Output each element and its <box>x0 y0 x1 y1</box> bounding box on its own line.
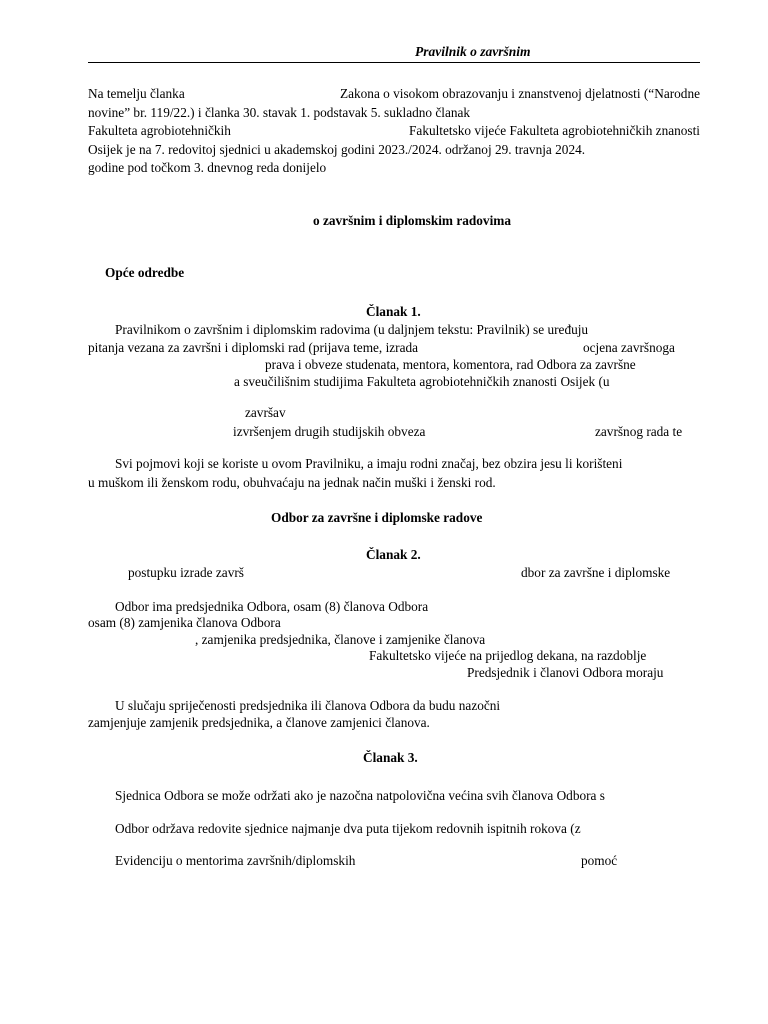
running-header: Pravilnik o završnim <box>415 44 531 59</box>
article-1-line-5: završav <box>245 405 286 420</box>
article-2-p2-line-5: Predsjednik i članovi Odbora moraju <box>467 665 664 680</box>
article-3-heading: Članak 3. <box>363 750 418 765</box>
preamble-line-2: novine” br. 119/22.) i članka 30. stavak 1. podstavak 5. sukladno članak <box>88 104 471 120</box>
article-1-p2-line-2: u muškom ili ženskom rodu, obuhvaćaju na jednak način muški i ženski rod. <box>88 474 496 490</box>
article-2-p2-line-3: , zamjenika predsjednika, članove i zamjenike članova <box>195 632 486 647</box>
article-2-line-1b: dbor za završne i diplomske <box>521 565 671 580</box>
preamble-line-3: Fakulteta agrobiotehničkih Fakultetsko vijeće Fakulteta agrobiotehničkih znanosti <box>88 123 700 138</box>
section-heading-board: Odbor za završne i diplomske radove <box>271 510 483 525</box>
section-heading-general: Opće odredbe <box>105 265 185 280</box>
preamble-line-5: godine pod točkom 3. dnevnog reda donijelo <box>88 160 327 175</box>
header-rule <box>88 62 700 63</box>
article-2-heading: Članak 2. <box>366 547 421 562</box>
preamble-line-4: Osijek je na 7. redovitoj sjednici u akademskoj godini 2023./2024. održanoj 29. travnja 2024. <box>88 141 586 157</box>
article-3-line-3b: pomoć <box>581 853 618 868</box>
article-1-line-6a: izvršenjem drugih studijskih obveza <box>233 424 426 439</box>
article-2-p2-line-1: Odbor ima predsjednika Odbora, osam (8) članova Odbora <box>115 599 429 614</box>
article-1-line-4: a sveučilišnim studijima Fakulteta agrobiotehničkih znanosti Osijek (u <box>234 374 610 389</box>
article-2-p2-line-4: Fakultetsko vijeće na prijedlog dekana, na razdoblje <box>369 648 647 663</box>
article-2-p2-line-2: osam (8) zamjenika članova Odbora <box>88 615 281 630</box>
article-2-p3-line-1: U slučaju spriječenosti predsjednika ili članova Odbora da budu nazočni <box>115 698 501 713</box>
article-2-p3-line-2: zamjenjuje zamjenik predsjednika, a članove zamjenici članova. <box>88 715 430 730</box>
article-1-line-2a: pitanja vezana za završni i diplomski rad (prijava teme, izrada <box>88 340 419 355</box>
article-1-line-6b: završnog rada te <box>595 424 683 439</box>
article-2-line-1a: postupku izrade završ <box>128 565 244 580</box>
preamble <box>88 86 700 179</box>
article-3-line-2: Odbor održava redovite sjednice najmanje dva puta tijekom redovnih ispitnih rokova (z <box>115 821 581 836</box>
article-3-line-1: Sjednica Odbora se može održati ako je nazočna natpolovična većina svih članova Odbora s <box>115 788 605 803</box>
article-1-line-1: Pravilnikom o završnim i diplomskim radovima (u daljnjem tekstu: Pravilnik) se uređuju <box>115 322 589 337</box>
article-1-line-2b: ocjena završnoga <box>583 340 675 355</box>
preamble-line-1: Na temelju članka Zakona o visokom obrazovanju i znanstvenoj djelatnosti (“Narodne <box>88 86 700 101</box>
article-1-heading: Članak 1. <box>366 304 421 319</box>
article-1-paragraph-2 <box>88 456 700 493</box>
document-title: o završnim i diplomskim radovima <box>313 213 511 228</box>
article-1-line-3: prava i obveze studenata, mentora, komentora, rad Odbora za završne <box>265 357 636 372</box>
article-3-line-3a: Evidenciju o mentorima završnih/diplomskih <box>115 853 356 868</box>
article-1-p2-line-1: Svi pojmovi koji se koriste u ovom Pravilniku, a imaju rodni značaj, bez obzira jesu li korišteni <box>115 456 623 471</box>
